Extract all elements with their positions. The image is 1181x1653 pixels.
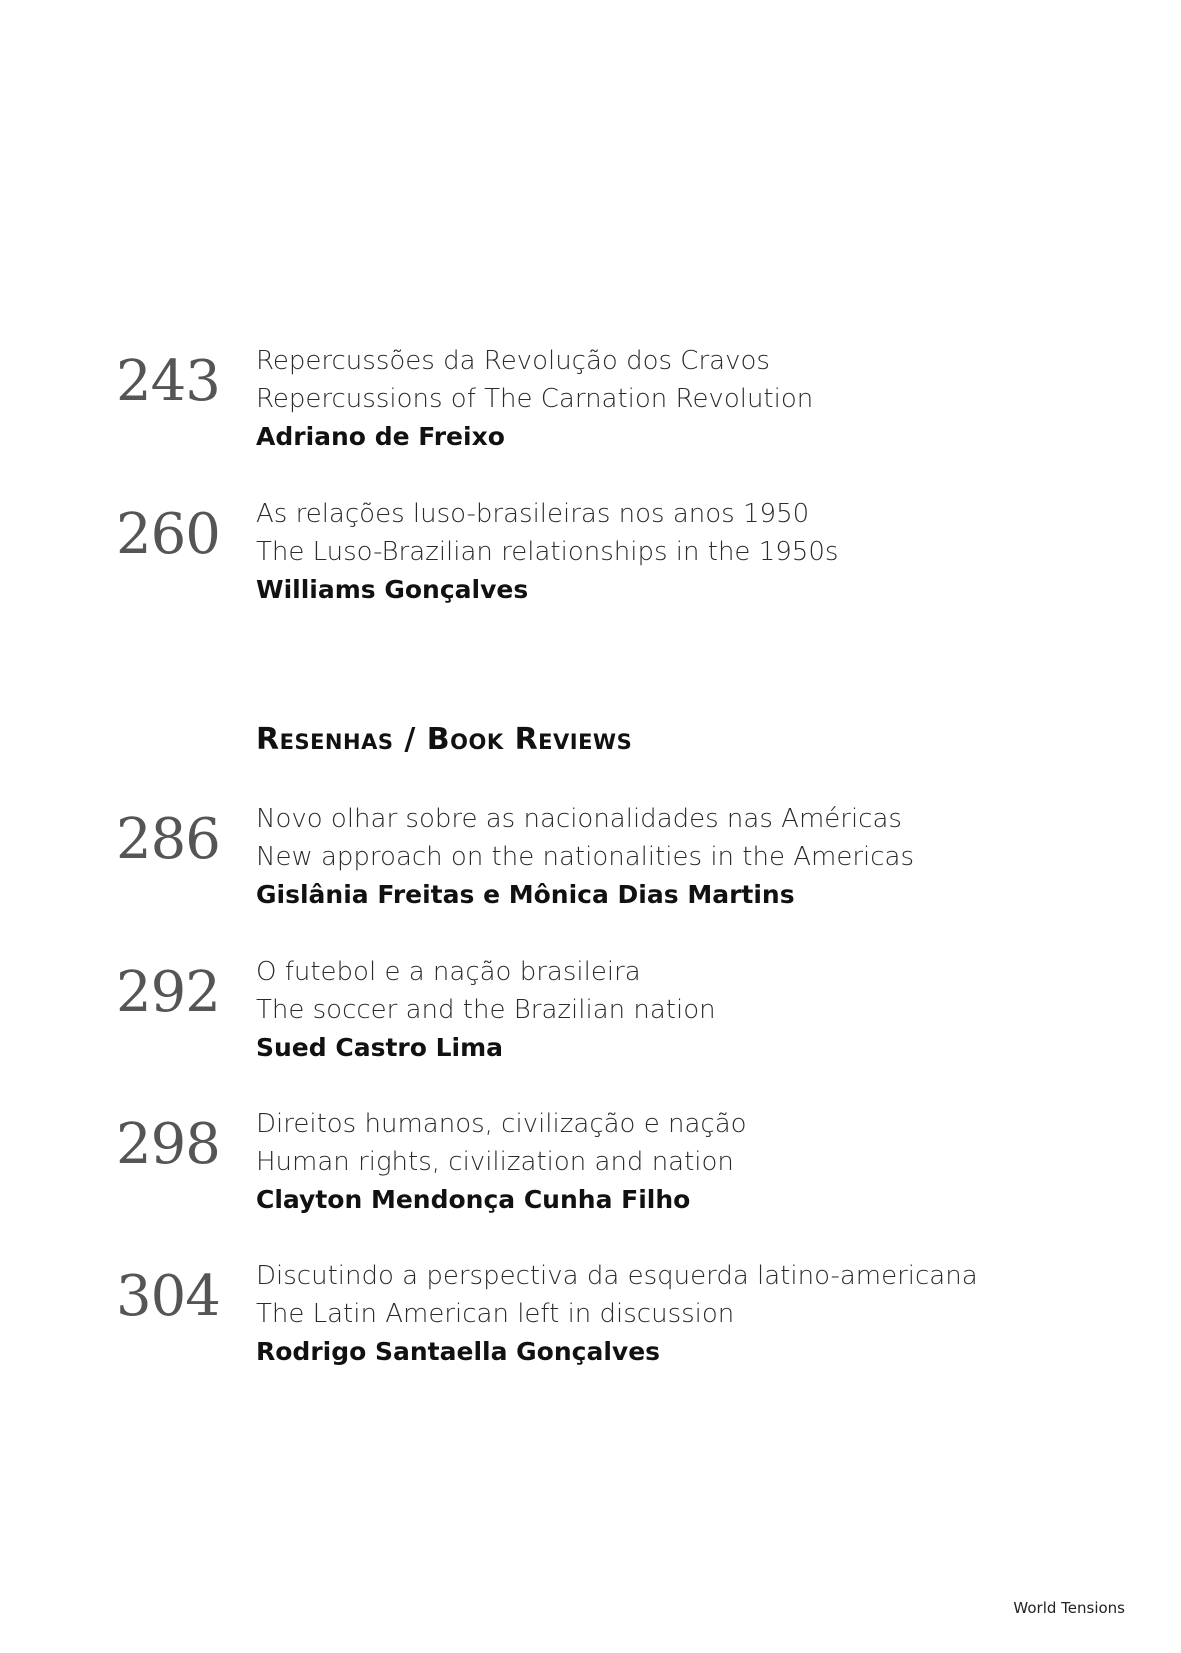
author-name: Adriano de Freixo [256,422,505,451]
title-english: The Latin American left in discussion [256,1299,735,1329]
author-name: Clayton Mendonça Cunha Filho [256,1185,691,1214]
entry-text [256,495,838,609]
toc-entry [0,1257,1181,1367]
toc-entry [0,1105,1181,1215]
title-portuguese: Discutindo a perspectiva da esquerda latino-americana [256,1261,978,1291]
page-number: 260 [116,502,220,567]
title-english: Human rights, civilization and nation [256,1147,734,1177]
title-portuguese: Novo olhar sobre as nacionalidades nas Américas [256,804,902,834]
entry-text [256,1105,747,1219]
page-number: 298 [116,1112,220,1177]
entry-text [256,342,813,456]
toc-entry [0,495,1181,605]
toc-entry [0,953,1181,1063]
title-english: The soccer and the Brazilian nation [256,995,716,1025]
toc-entry [0,342,1181,452]
page-number: 304 [116,1264,220,1329]
page-number: 292 [116,960,220,1025]
entry-text [256,1257,978,1371]
title-portuguese: As relações luso-brasileiras nos anos 1950 [256,499,810,529]
title-portuguese: O futebol e a nação brasileira [256,957,641,987]
title-portuguese: Repercussões da Revolução dos Cravos [256,346,770,376]
title-english: The Luso-Brazilian relationships in the 1950s [256,537,839,567]
entry-text [256,800,914,914]
author-name: Sued Castro Lima [256,1033,504,1062]
page-number: 286 [116,807,220,872]
title-portuguese: Direitos humanos, civilização e nação [256,1109,747,1139]
section-heading: Resenhas / Book Reviews [256,722,633,757]
author-name: Rodrigo Santaella Gonçalves [256,1337,661,1366]
entry-text [256,953,716,1067]
author-name: Williams Gonçalves [256,575,529,604]
title-english: Repercussions of The Carnation Revolution [256,384,814,414]
title-english: New approach on the nationalities in the Americas [256,842,915,872]
toc-entry [0,800,1181,910]
running-footer: World Tensions [1013,1599,1125,1617]
author-name: Gislânia Freitas e Mônica Dias Martins [256,880,795,909]
page-number: 243 [116,349,220,414]
